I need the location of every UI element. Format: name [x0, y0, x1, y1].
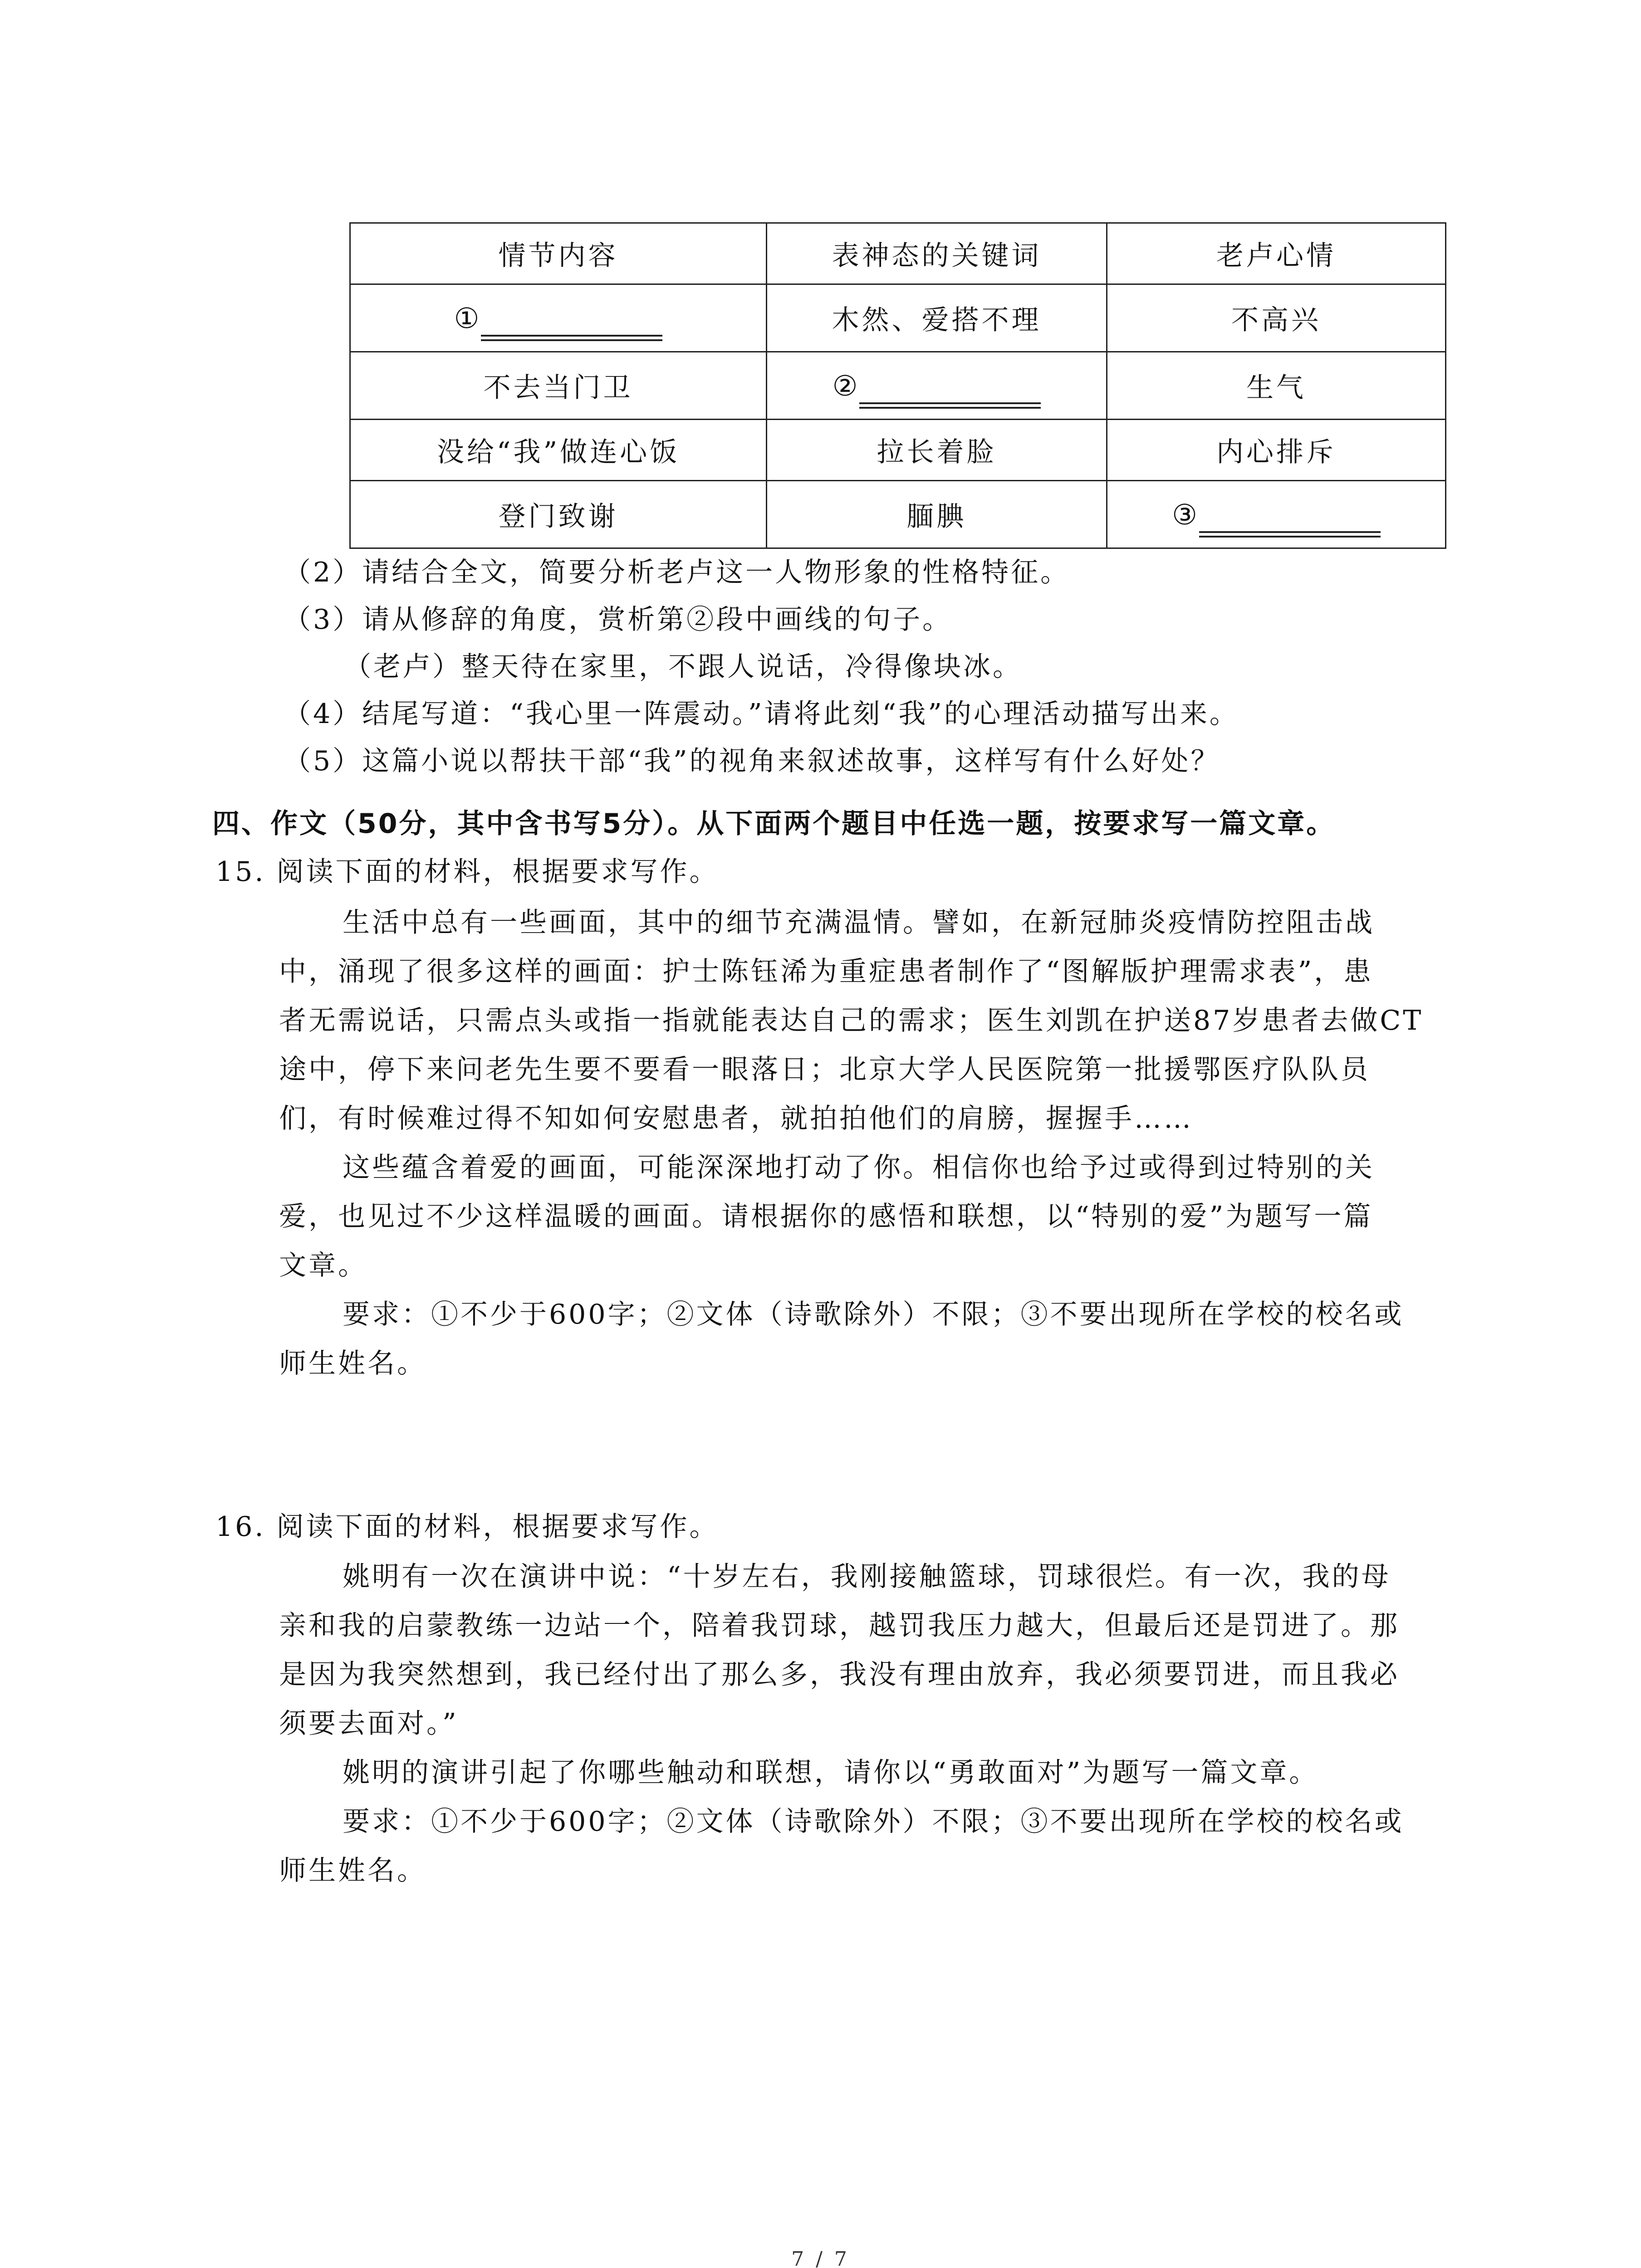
table-cell-blank[interactable]	[350, 284, 767, 352]
question-4: （4）结尾写道：“我心里一阵震动。”请将此刻“我”的心理活动描写出来。	[284, 698, 1239, 730]
material-line: 亲和我的启蒙教练一边站一个，陪着我罚球，越罚我压力越大，但最后还是罚进了。那	[279, 1610, 1400, 1642]
material-line: 们，有时候难过得不知如何安慰患者，就拍拍他们的肩膀，握握手……	[279, 1103, 1193, 1134]
requirement-line: 师生姓名。	[279, 1348, 426, 1379]
material-line: 生活中总有一些画面，其中的细节充满温情。譬如，在新冠肺炎疫情防控阻击战	[343, 907, 1375, 938]
material-line: 须要去面对。”	[279, 1708, 459, 1740]
blank-number: ②	[832, 369, 858, 402]
material-line: 者无需说话，只需点头或指一指就能表达自己的需求；医生刘凯在护送87岁患者去做CT	[279, 1005, 1424, 1036]
table-cell-blank[interactable]	[1107, 481, 1446, 548]
blank-number: ③	[1172, 498, 1197, 531]
requirement-line: 师生姓名。	[279, 1855, 426, 1887]
table-cell: 不去当门卫	[350, 352, 767, 420]
question-5: （5）这篇小说以帮扶干部“我”的视角来叙述故事，这样写有什么好处？	[284, 745, 1220, 777]
question-2: （2）请结合全文，简要分析老卢这一人物形象的性格特征。	[284, 557, 1070, 588]
table-row	[350, 284, 1446, 352]
table-cell: 不高兴	[1107, 284, 1446, 352]
analysis-table	[349, 222, 1446, 549]
page-number: 7 / 7	[791, 2248, 850, 2268]
table-cell: 登门致谢	[350, 481, 767, 548]
table-header-cell: 情节内容	[350, 223, 767, 284]
fill-in-blank[interactable]	[833, 369, 1041, 402]
material-line: 中，涌现了很多这样的画面：护士陈钰浠为重症患者制作了“图解版护理需求表”，患	[279, 956, 1373, 987]
material-line: 这些蕴含着爱的画面，可能深深地打动了你。相信你也给予过或得到过特别的关	[343, 1152, 1375, 1183]
table-cell: 没给“我”做连心饭	[350, 420, 767, 481]
table-cell: 内心排斥	[1107, 420, 1446, 481]
table-row	[350, 420, 1446, 481]
material-line: 姚明的演讲引起了你哪些触动和联想，请你以“勇敢面对”为题写一篇文章。	[343, 1757, 1319, 1789]
question-15-intro: 15. 阅读下面的材料，根据要求写作。	[216, 856, 719, 888]
table-header-cell: 表神态的关键词	[767, 223, 1107, 284]
material-line: 爱，也见过不少这样温暖的画面。请根据你的感悟和联想，以“特别的爱”为题写一篇	[279, 1201, 1373, 1232]
table-header-cell: 老卢心情	[1107, 223, 1446, 284]
table-cell: 腼腆	[767, 481, 1107, 548]
requirement-line: 要求：①不少于600字；②文体（诗歌除外）不限；③不要出现所在学校的校名或	[343, 1299, 1404, 1330]
requirement-line: 要求：①不少于600字；②文体（诗歌除外）不限；③不要出现所在学校的校名或	[343, 1806, 1404, 1838]
material-line: 是因为我突然想到，我已经付出了那么多，我没有理由放弃，我必须要罚进，而且我必	[279, 1659, 1400, 1691]
fill-in-blank[interactable]	[1172, 498, 1381, 531]
blank-number: ①	[454, 301, 480, 335]
table-cell: 拉长着脸	[767, 420, 1107, 481]
blank-underline	[1199, 531, 1381, 538]
table-header-row	[350, 223, 1446, 284]
material-line: 姚明有一次在演讲中说：“十岁左右，我刚接触篮球，罚球很烂。有一次，我的母	[343, 1561, 1391, 1593]
table-cell: 生气	[1107, 352, 1446, 420]
material-line: 途中，停下来问老先生要不要看一眼落日；北京大学人民医院第一批援鄂医疗队队员	[279, 1054, 1370, 1085]
question-16-intro: 16. 阅读下面的材料，根据要求写作。	[216, 1511, 719, 1543]
blank-underline	[481, 335, 662, 341]
question-3: （3）请从修辞的角度，赏析第②段中画线的句子。	[284, 604, 952, 635]
table-cell: 木然、爱搭不理	[767, 284, 1107, 352]
question-3-quote: （老卢）整天待在家里，不跟人说话，冷得像块冰。	[344, 651, 1022, 683]
fill-in-blank[interactable]	[454, 302, 663, 335]
material-line: 文章。	[279, 1250, 367, 1281]
table-cell-blank[interactable]	[767, 352, 1107, 420]
section-title: 四、作文（50分，其中含书写5分）。从下面两个题目中任选一题，按要求写一篇文章。	[212, 808, 1336, 840]
table-row	[350, 481, 1446, 548]
table-row	[350, 352, 1446, 420]
blank-underline	[859, 402, 1041, 409]
